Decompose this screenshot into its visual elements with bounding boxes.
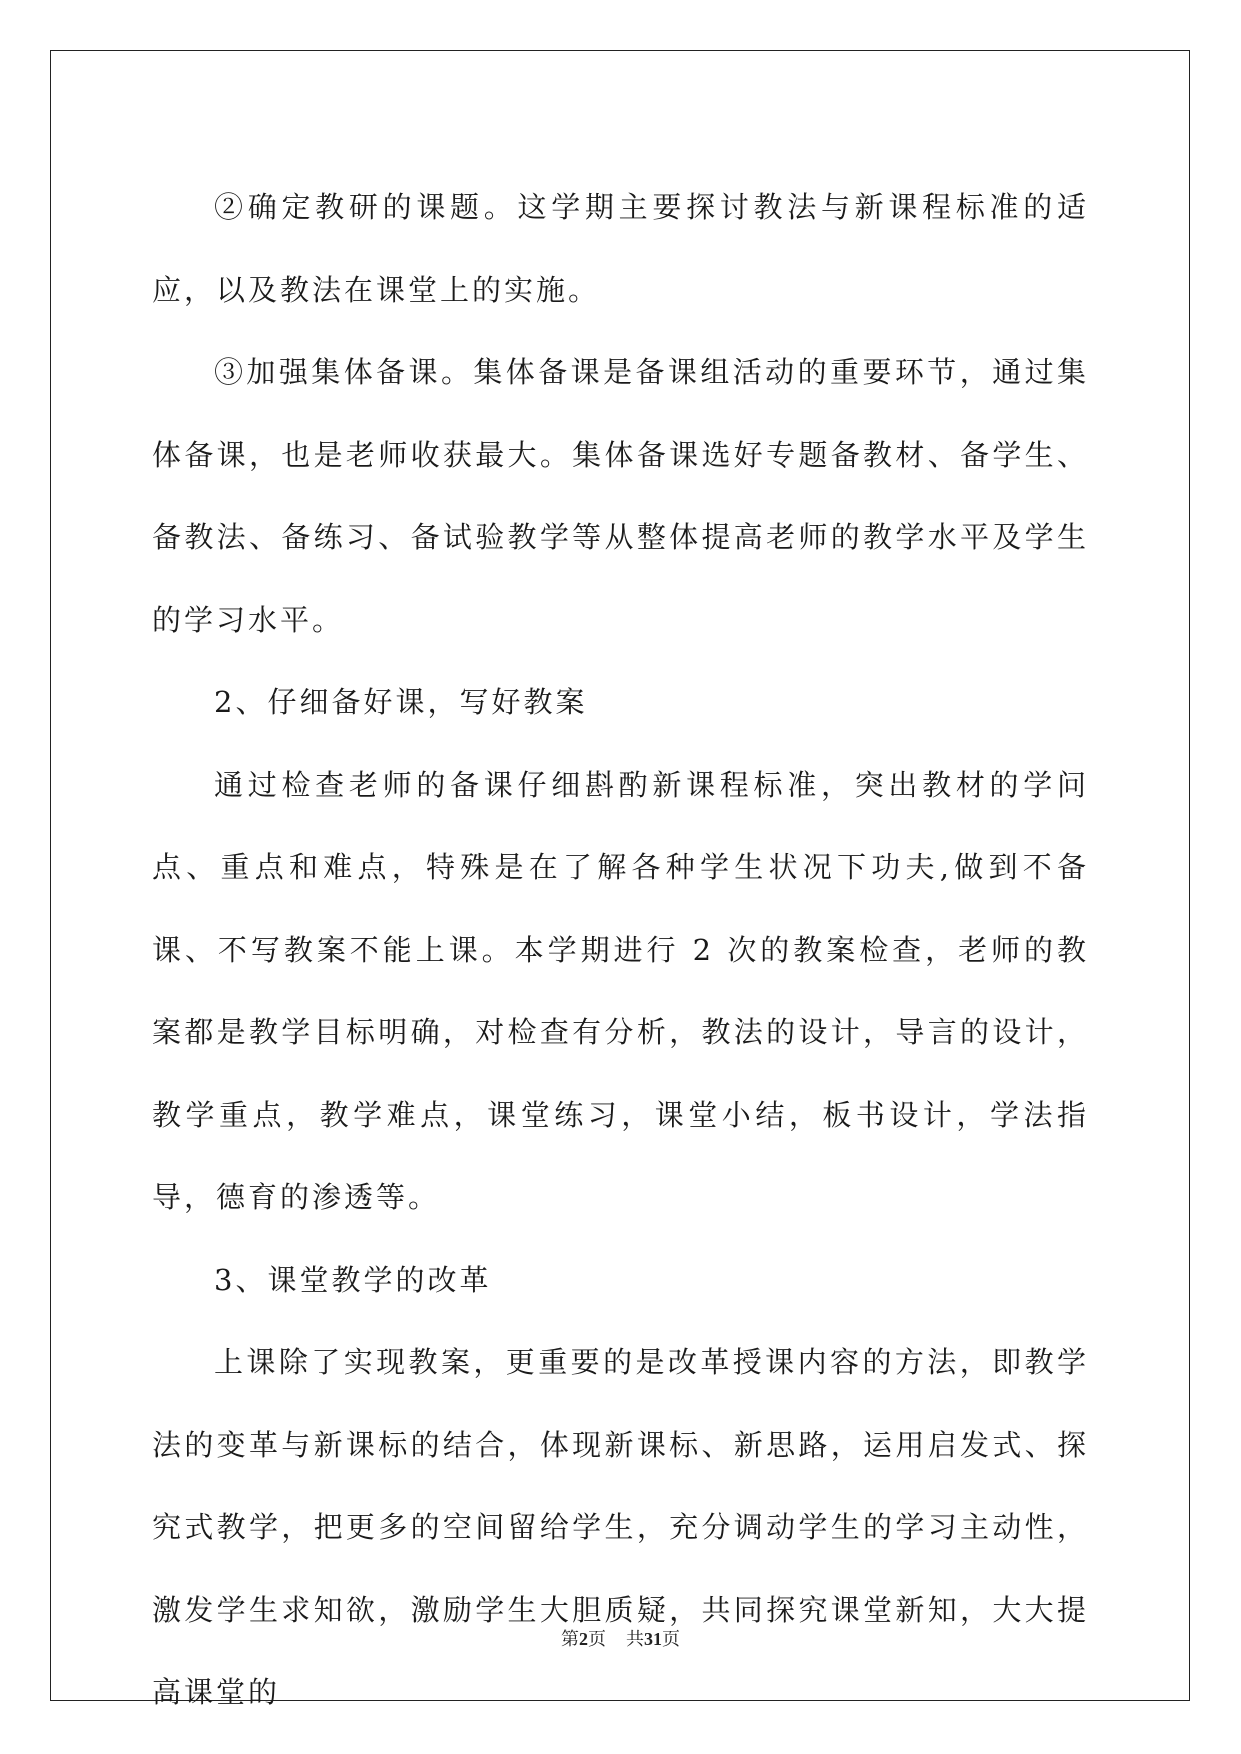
total-pages: 31 [644, 1629, 662, 1649]
document-body [152, 166, 1089, 1734]
page-footer [0, 1625, 1241, 1651]
paragraph: 通过检查老师的备课仔细斟酌新课程标准，突出教材的学问点、重点和难点，特殊是在了解各种学生状况下功夫,做到不备课、不写教案不能上课。本学期进行 2 次的教案检查，老师的教案都是教学目标明确，对检查有分析，教法的设计，导言的设计，教学重点，教学难点，课堂练习，课堂小结，板书设计，学法指导，德育的渗透等。 [152, 767, 1089, 1214]
total-suffix: 页 [662, 1629, 680, 1649]
paragraph: 上课除了实现教案，更重要的是改革授课内容的方法，即教学法的变革与新课标的结合，体现新课标、新思路，运用启发式、探究式教学，把更多的空间留给学生，充分调动学生的学习主动性，激发学生求知欲，激励学生大胆质疑，共同探究课堂新知，大大提高课堂的 [152, 1345, 1089, 1709]
section-heading: 2、仔细备好课，写好教案 [214, 685, 588, 719]
page-prefix: 第 [561, 1629, 579, 1649]
section-heading: 3、课堂教学的改革 [214, 1262, 492, 1297]
paragraph: ③加强集体备课。集体备课是备课组活动的重要环节，通过集体备课，也是老师收获最大。集体备课选好专题备教材、备学生、备教法、备练习、备试验教学等从整体提高老师的教学水平及学生的学习水平。 [152, 355, 1089, 637]
total-prefix: 共 [626, 1629, 644, 1649]
paragraph: ②确定教研的课题。这学期主要探讨教法与新课程标准的适应，以及教法在课堂上的实施。 [152, 190, 1089, 307]
page-suffix: 页 [588, 1629, 606, 1649]
page-number: 2 [579, 1629, 588, 1649]
